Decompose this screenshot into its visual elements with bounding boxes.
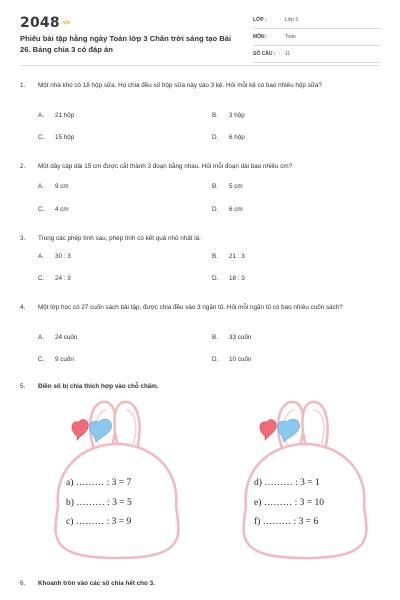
option-1b[interactable] bbox=[212, 112, 245, 119]
rabbit-expression-d: d) ……… : 3 = 1 bbox=[254, 478, 320, 488]
option-text: 33 cuốn bbox=[229, 334, 252, 341]
option-4b[interactable] bbox=[212, 334, 251, 341]
option-text: 6 cm bbox=[229, 206, 243, 213]
option-letter: A. bbox=[38, 334, 44, 341]
rabbit-card-left bbox=[44, 396, 190, 566]
option-letter: B. bbox=[212, 112, 218, 119]
meta-label: LỚP : bbox=[253, 17, 267, 23]
question-5-text: Điền số bị chia thích hợp vào chỗ chấm. bbox=[38, 383, 159, 390]
option-2d[interactable] bbox=[212, 206, 243, 213]
question-number: 2. bbox=[20, 163, 26, 170]
meta-label: SỐ CÂU : bbox=[253, 51, 276, 57]
rabbit-card-right bbox=[232, 396, 378, 566]
option-letter: C. bbox=[38, 356, 45, 363]
option-letter: B. bbox=[212, 334, 218, 341]
option-letter: A. bbox=[38, 183, 44, 190]
option-letter: C. bbox=[38, 206, 45, 213]
option-letter: B. bbox=[212, 253, 218, 260]
option-text: 24 : 3 bbox=[55, 275, 71, 282]
option-text: 24 cuốn bbox=[55, 334, 78, 341]
option-text: 10 cuốn bbox=[229, 356, 252, 363]
meta-row-subject bbox=[253, 31, 381, 46]
question-4-text: Một lớp học có 27 cuốn sách bài tập, được chia đều vào 3 ngăn tủ. Hỏi mỗi ngăn tủ có bao nhiêu cuốn sách? bbox=[38, 304, 343, 311]
option-1a[interactable] bbox=[38, 112, 74, 119]
meta-row-count bbox=[253, 48, 381, 63]
meta-label: MÔN : bbox=[253, 34, 268, 40]
option-text: 6 hộp bbox=[229, 134, 245, 141]
question-number: 4. bbox=[20, 304, 26, 311]
option-letter: D. bbox=[212, 356, 219, 363]
question-number: 6. bbox=[20, 580, 26, 587]
option-3b[interactable] bbox=[212, 253, 245, 260]
option-2b[interactable] bbox=[212, 183, 243, 190]
option-letter: D. bbox=[212, 275, 219, 282]
meta-row-class bbox=[253, 14, 381, 29]
option-text: 21 : 3 bbox=[229, 253, 245, 260]
question-number: 5. bbox=[20, 383, 26, 390]
logo-text: 2048 bbox=[20, 15, 60, 31]
rabbit-expression-f: f) ……… : 3 = 6 bbox=[254, 517, 319, 527]
option-1c[interactable] bbox=[38, 134, 74, 141]
meta-value: 11 bbox=[285, 51, 291, 57]
rabbit-expression-e: e) ……… : 3 = 10 bbox=[254, 498, 325, 508]
rabbit-expression-c: c) ……… : 3 = 9 bbox=[66, 517, 132, 527]
header-divider bbox=[20, 65, 380, 66]
option-letter: B. bbox=[212, 183, 218, 190]
option-text: 9 cm bbox=[55, 183, 69, 190]
question-1-text: Một nhà kho có 18 hộp sữa. Họ chia đều số hộp sữa này vào 3 kệ. Hỏi mỗi kệ có bao nhiêu hộp sữa? bbox=[38, 82, 322, 89]
option-text: 3 hộp bbox=[229, 112, 245, 119]
option-text: 4 cm bbox=[55, 206, 69, 213]
option-text: 30 : 3 bbox=[55, 253, 71, 260]
option-4d[interactable] bbox=[212, 356, 251, 363]
question-3-text: Trong các phép tính sau, phép tính có kết quả nhỏ nhất là: bbox=[38, 235, 201, 242]
rabbit-expression-b: b) ……… : 3 = 5 bbox=[66, 498, 132, 508]
rabbit-expression-a: a) ……… : 3 = 7 bbox=[66, 478, 132, 488]
question-number: 3. bbox=[20, 235, 26, 242]
option-letter: D. bbox=[212, 134, 219, 141]
meta-value: Lớp 3 bbox=[285, 17, 299, 23]
option-3c[interactable] bbox=[38, 275, 71, 282]
option-letter: A. bbox=[38, 112, 44, 119]
meta-value: Toán bbox=[285, 34, 296, 40]
option-2a[interactable] bbox=[38, 183, 69, 190]
option-letter: D. bbox=[212, 206, 219, 213]
option-3a[interactable] bbox=[38, 253, 71, 260]
option-4c[interactable] bbox=[38, 356, 74, 363]
option-letter: C. bbox=[38, 275, 45, 282]
option-text: 5 cm bbox=[229, 183, 243, 190]
option-1d[interactable] bbox=[212, 134, 245, 141]
question-6-text: Khoanh tròn vào các số chia hết cho 3. bbox=[38, 580, 155, 587]
option-text: 18 : 3 bbox=[229, 275, 245, 282]
site-logo[interactable] bbox=[20, 15, 70, 31]
option-text: 15 hộp bbox=[55, 134, 75, 141]
logo-extension: .vn bbox=[60, 20, 71, 26]
worksheet-title: Phiếu bài tập hằng ngày Toán lớp 3 Chân trời sáng tạo Bài 26. Bảng chia 3 có đáp án bbox=[20, 34, 232, 54]
question-2-text: Một dây cáp dài 15 cm được cắt thành 3 đoạn bằng nhau. Hỏi mỗi đoạn dài bao nhiêu cm? bbox=[38, 163, 293, 170]
option-4a[interactable] bbox=[38, 334, 77, 341]
option-3d[interactable] bbox=[212, 275, 245, 282]
option-text: 9 cuốn bbox=[55, 356, 74, 363]
option-2c[interactable] bbox=[38, 206, 69, 213]
worksheet-meta bbox=[253, 14, 381, 65]
option-letter: C. bbox=[38, 134, 45, 141]
option-text: 21 hộp bbox=[55, 112, 75, 119]
option-letter: A. bbox=[38, 253, 44, 260]
question-number: 1. bbox=[20, 82, 26, 89]
